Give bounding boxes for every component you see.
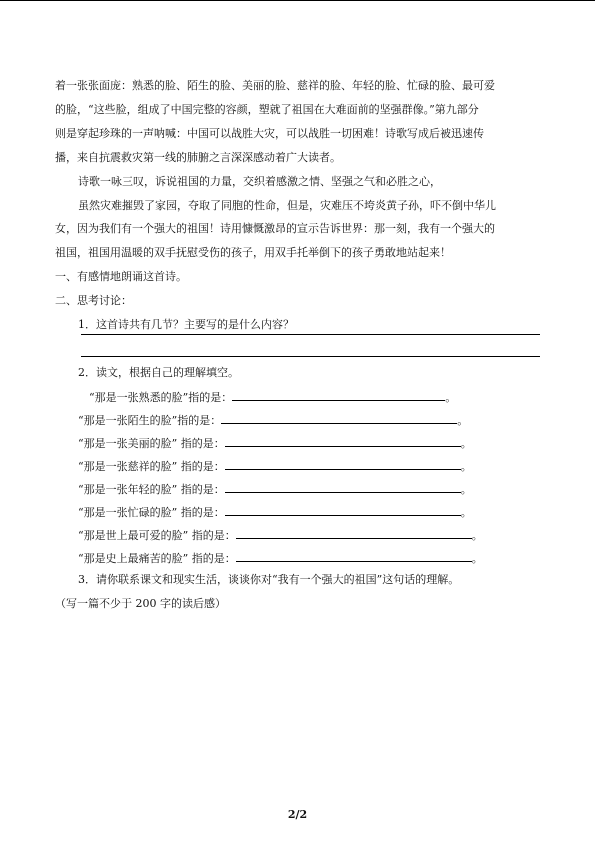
fill-item-prompt: “那是一张忙碌的脸” 指的是： <box>78 506 225 519</box>
fill-item-prompt: “那是一张美丽的脸” 指的是： <box>78 437 225 450</box>
fill-blank[interactable] <box>232 390 445 401</box>
fill-item-prompt: “那是一张年轻的脸” 指的是： <box>78 483 225 496</box>
fill-item-suffix: 。 <box>445 391 457 404</box>
fill-item <box>78 528 483 543</box>
fill-blank[interactable] <box>236 528 472 539</box>
question-1: 1．这首诗共有几节？主要写的是什么内容？ <box>78 318 294 331</box>
paragraph-line: 祖国，祖国用温暖的双手抚慰受伤的孩子，用双手托举倒下的孩子勇敢地站起来！ <box>55 246 451 259</box>
fill-blank[interactable] <box>225 505 461 516</box>
fill-blank[interactable] <box>221 413 457 424</box>
question-3-note: （写一篇不少于 200 字的读后感） <box>55 597 226 610</box>
paragraph-line: 播，来自抗震救灾第一线的肺腑之言深深感动着广大读者。 <box>55 151 341 164</box>
top-rule <box>0 0 595 1</box>
question-2: 2．读文，根据自己的理解填空。 <box>78 366 239 379</box>
fill-item-prompt: “那是一张慈祥的脸” 指的是： <box>78 460 225 473</box>
section-heading: 二、思考讨论： <box>55 294 132 307</box>
section-heading: 一、有感情地朗诵这首诗。 <box>55 270 187 283</box>
paragraph-line: 则是穿起珍珠的一声呐喊：中国可以战胜大灾，可以战胜一切困难！诗歌写成后被迅速传 <box>55 127 484 140</box>
fill-item-prompt: “那是史上最痛苦的脸” 指的是： <box>78 552 236 565</box>
paragraph-line: 的脸，“这些脸，组成了中国完整的容颜，塑就了祖国在大难面前的坚强群像。”第九部分 <box>55 103 479 116</box>
fill-item <box>78 459 472 474</box>
fill-item-suffix: 。 <box>460 483 472 496</box>
paragraph-line: 女，因为我们有一个强大的祖国！诗用慷慨激昂的宣示告诉世界：那一刻，我有一个强大的 <box>55 222 495 235</box>
fill-item <box>78 482 472 497</box>
fill-item <box>78 551 483 566</box>
fill-blank[interactable] <box>225 482 461 493</box>
fill-item-suffix: 。 <box>457 414 469 427</box>
fill-item-prompt: “那是一张陌生的脸”指的是： <box>78 414 222 427</box>
fill-item <box>78 413 468 428</box>
fill-blank[interactable] <box>225 436 461 447</box>
paragraph-line: 着一张张面庞：熟悉的脸、陌生的脸、美丽的脸、慈祥的脸、年轻的脸、忙碌的脸、最可爱 <box>55 79 495 92</box>
fill-blank[interactable] <box>236 551 472 562</box>
paragraph-line: 诗歌一咏三叹，诉说祖国的力量，交织着感激之情、坚强之气和必胜之心， <box>78 175 441 188</box>
answer-line[interactable] <box>81 356 540 357</box>
fill-item-suffix: 。 <box>460 437 472 450</box>
fill-item <box>89 390 456 405</box>
page-number: 2/2 <box>287 808 308 821</box>
question-3: 3．请你联系课文和现实生活，谈谈你对“我有一个强大的祖国”这句话的理解。 <box>78 573 460 586</box>
fill-item-prompt: “那是世上最可爱的脸” 指的是： <box>78 529 236 542</box>
fill-item <box>78 436 472 451</box>
fill-item-suffix: 。 <box>460 506 472 519</box>
fill-item-prompt: “那是一张熟悉的脸”指的是： <box>89 391 233 404</box>
fill-item <box>78 505 472 520</box>
fill-blank[interactable] <box>225 459 461 470</box>
paragraph-line: 虽然灾难摧毁了家园，夺取了同胞的性命，但是，灾难压不垮炎黄子孙，吓不倒中华儿 <box>78 199 496 212</box>
fill-item-suffix: 。 <box>471 529 483 542</box>
fill-item-suffix: 。 <box>460 460 472 473</box>
answer-line[interactable] <box>81 334 540 335</box>
fill-item-suffix: 。 <box>471 552 483 565</box>
